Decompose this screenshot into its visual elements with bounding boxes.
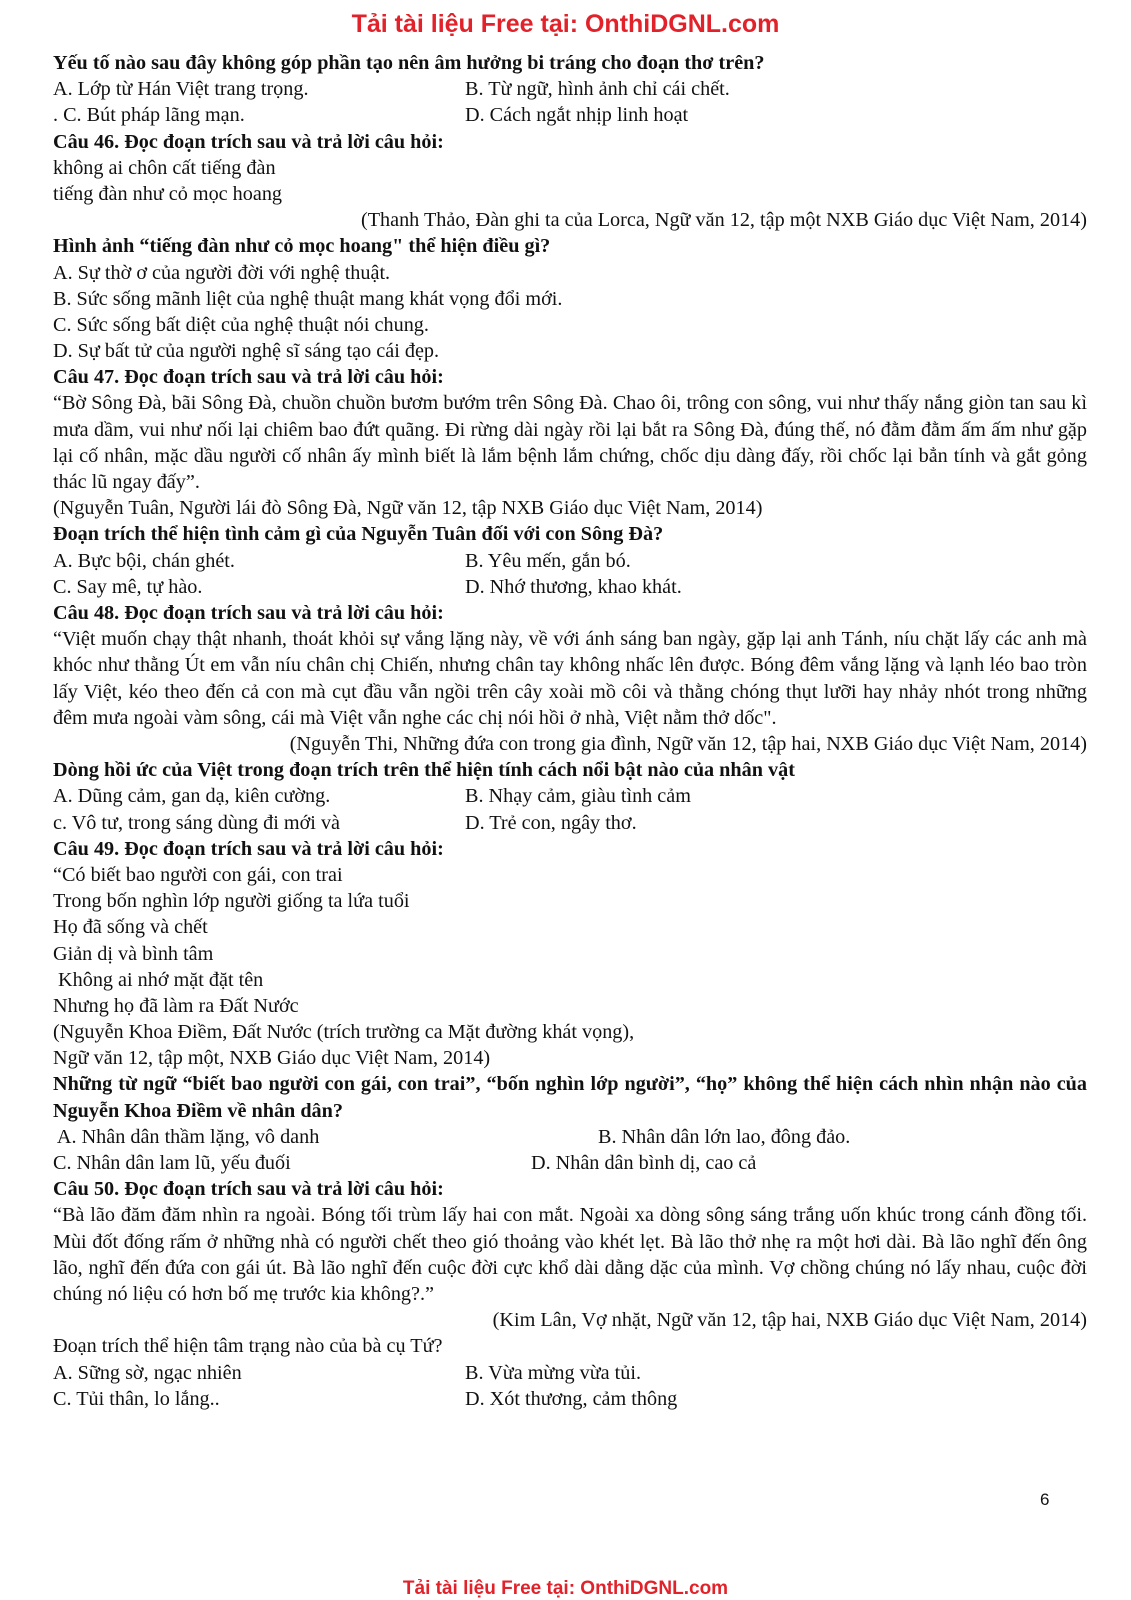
q49-poem-line-6: Nhưng họ đã làm ra Đất Nước [53, 994, 299, 1017]
q50-passage: “Bà lão đăm đăm nhìn ra ngoài. Bóng tối trùm lấy hai con mắt. Ngoài xa dòng sông sáng trắng uốn khúc trong cánh đồng tối. Mùi đốt đống rấm ở những nhà có người chết theo gió thoảng vào khét lẹt. Bà lão thở nhẹ ra một hơi dài. Bà lão nghĩ đến ông lão, nghĩ đến đứa con gái út. Bà lão nghĩ đến cuộc đời cực khổ dài dằng dặc của mình. Vợ chồng chúng nó lấy nhau, cuộc đời chúng nó liệu có hơn bố mẹ trước kia không?.” [53, 1204, 1087, 1306]
q46-option-a: A. Sự thờ ơ của người đời với nghệ thuật. [53, 261, 391, 284]
q45-option-b: B. Từ ngữ, hình ảnh chỉ cái chết. [465, 78, 730, 101]
q45-question: Yếu tố nào sau đây không góp phần tạo nên âm hưởng bi tráng cho đoạn thơ trên? [53, 52, 765, 74]
q49-source-line-1: (Nguyễn Khoa Điềm, Đất Nước (trích trường ca Mặt đường khát vọng), [53, 1021, 635, 1044]
q48-options-row-2 [53, 810, 1087, 836]
page-footer-watermark: Tải tài liệu Free tại: OnthiDGNL.com [402, 1578, 729, 1599]
page-header-watermark: Tải tài liệu Free tại: OnthiDGNL.com [351, 10, 780, 38]
q47-passage: “Bờ Sông Đà, bãi Sông Đà, chuồn chuồn bươm bướm trên Sông Đà. Chao ôi, trông con sông, vui như thấy nắng giòn tan sau kì mưa dầm, vui như nối lại chiêm bao đứt quãng. Đi rừng dài ngày rồi lại bắt ra Sông Đà, đúng thế, nó đằm đằm ấm ấm như gặp lại cố nhân, mặc dầu người cố nhân ấy mình biết là lắm bệnh lắm chứng, chốc dịu dàng đấy, rồi chốc lại bẳn tính và gắt gỏng thác lũ ngay đấy”. [53, 392, 1087, 494]
q50-source: (Kim Lân, Vợ nhặt, Ngữ văn 12, tập hai, NXB Giáo dục Việt Nam, 2014) [492, 1309, 1087, 1332]
q48-option-d: D. Trẻ con, ngây thơ. [465, 811, 637, 834]
q49-poem-line-3: Họ đã sống và chết [53, 916, 208, 939]
q49-options-row-1 [53, 1124, 1087, 1150]
q47-option-d: D. Nhớ thương, khao khát. [465, 575, 682, 598]
q46-option-c: C. Sức sống bất diệt của nghệ thuật nói chung. [53, 313, 429, 336]
q46-title: Câu 46. Đọc đoạn trích sau và trả lời câu hỏi: [53, 130, 444, 153]
q50-title: Câu 50. Đọc đoạn trích sau và trả lời câu hỏi: [53, 1178, 444, 1201]
q47-option-c: C. Say mê, tự hào. [53, 575, 203, 598]
q48-option-b: B. Nhạy cảm, giàu tình cảm [465, 785, 691, 808]
q45-option-c: . C. Bút pháp lãng mạn. [53, 104, 245, 127]
q49-poem-line-5: Không ai nhớ mặt đặt tên [53, 968, 264, 991]
q49-poem-line-1: “Có biết bao người con gái, con trai [53, 863, 343, 886]
q46-option-d: D. Sự bất tử của người nghệ sĩ sáng tạo cái đẹp. [53, 340, 440, 363]
q49-option-a: A. Nhân dân thầm lặng, vô danh [53, 1125, 320, 1148]
q47-option-b: B. Yêu mến, gắn bó. [465, 549, 631, 572]
q49-poem-line-2: Trong bốn nghìn lớp người giống ta lứa tuổi [53, 890, 410, 913]
q48-passage: “Việt muốn chạy thật nhanh, thoát khỏi sự vắng lặng này, về với ánh sáng ban ngày, gặp lại anh Tánh, níu chặt lấy các anh mà khóc như thằng Út em vẫn níu chân chị Chiến, nhưng chân tay không nhấc lên được. Bóng đêm vắng lặng và lạnh léo bao tròn lấy Việt, kéo theo đến cả con mà cụt đầu vẫn ngồi trên cây xoài mồ côi và thằng chóng thụt lưỡi hay nhảy nhót trong những đêm mưa ngoài vàm sông, cái mà Việt vẫn nghe các chị nói hồi ở nhà, Việt nằm thở dốc". [53, 628, 1087, 729]
q50-option-d: D. Xót thương, cảm thông [465, 1387, 678, 1410]
q46-option-b: B. Sức sống mãnh liệt của nghệ thuật mang khát vọng đổi mới. [53, 287, 563, 310]
q49-source-line-2: Ngữ văn 12, tập một, NXB Giáo dục Việt Nam, 2014) [53, 1047, 491, 1070]
q45-option-d: D. Cách ngắt nhịp linh hoạt [465, 104, 689, 127]
q48-options-row-1 [53, 783, 1087, 809]
q50-option-c: C. Tủi thân, lo lắng.. [53, 1387, 220, 1410]
q47-option-a: A. Bực bội, chán ghét. [53, 549, 235, 572]
document-body [53, 50, 1087, 1412]
q48-title: Câu 48. Đọc đoạn trích sau và trả lời câu hỏi: [53, 602, 444, 624]
q47-options-row-1 [53, 548, 1087, 574]
q47-question: Đoạn trích thể hiện tình cảm gì của Nguyễn Tuân đối với con Sông Đà? [53, 523, 664, 546]
q46-question: Hình ảnh “tiếng đàn như cỏ mọc hoang" thể hiện điều gì? [53, 235, 551, 258]
q49-question: Những từ ngữ “biết bao người con gái, con trai”, “bốn nghìn lớp người”, “họ” không thể hiện cách nhìn nhận nào của Nguyễn Khoa Điềm về nhân dân? [53, 1073, 1087, 1122]
q47-title: Câu 47. Đọc đoạn trích sau và trả lời câu hỏi: [53, 366, 444, 389]
q45-option-a: A. Lớp từ Hán Việt trang trọng. [53, 78, 309, 101]
q50-options-row-1 [53, 1360, 1087, 1386]
q50-option-a: A. Sững sờ, ngạc nhiên [53, 1361, 242, 1384]
q47-source: (Nguyễn Tuân, Người lái đò Sông Đà, Ngữ văn 12, tập NXB Giáo dục Việt Nam, 2014) [53, 497, 763, 520]
q45-options-row-1 [53, 76, 1087, 102]
q50-question: Đoạn trích thể hiện tâm trạng nào của bà cụ Tứ? [53, 1335, 443, 1358]
q49-poem-line-4: Giản dị và bình tâm [53, 942, 214, 965]
q47-options-row-2 [53, 574, 1087, 600]
q49-option-b: B. Nhân dân lớn lao, đông đảo. [598, 1125, 851, 1148]
q49-option-c: C. Nhân dân lam lũ, yếu đuối [53, 1152, 291, 1175]
q48-option-a: A. Dũng cảm, gan dạ, kiên cường. [53, 785, 331, 808]
q50-option-b: B. Vừa mừng vừa tủi. [465, 1361, 641, 1384]
q48-option-c: c. Vô tư, trong sáng dùng đi mới và [53, 811, 341, 834]
q46-verse-line-2: tiếng đàn như cỏ mọc hoang [53, 182, 283, 205]
q48-question: Dòng hồi ức của Việt trong đoạn trích trên thể hiện tính cách nổi bật nào của nhân vật [53, 759, 795, 782]
page-number: 6 [1040, 1490, 1050, 1509]
q48-source: (Nguyễn Thi, Những đứa con trong gia đình, Ngữ văn 12, tập hai, NXB Giáo dục Việt Nam, 2014) [289, 733, 1087, 755]
q49-options-row-2 [53, 1150, 1087, 1176]
q46-source: (Thanh Thảo, Đàn ghi ta của Lorca, Ngữ văn 12, tập một NXB Giáo dục Việt Nam, 2014) [360, 209, 1087, 232]
q50-options-row-2 [53, 1386, 1087, 1412]
q46-verse-line-1: không ai chôn cất tiếng đàn [53, 156, 276, 179]
q45-options-row-2 [53, 102, 1087, 128]
q49-option-d: D. Nhân dân bình dị, cao cả [531, 1152, 757, 1175]
q49-title: Câu 49. Đọc đoạn trích sau và trả lời câu hỏi: [53, 837, 444, 860]
